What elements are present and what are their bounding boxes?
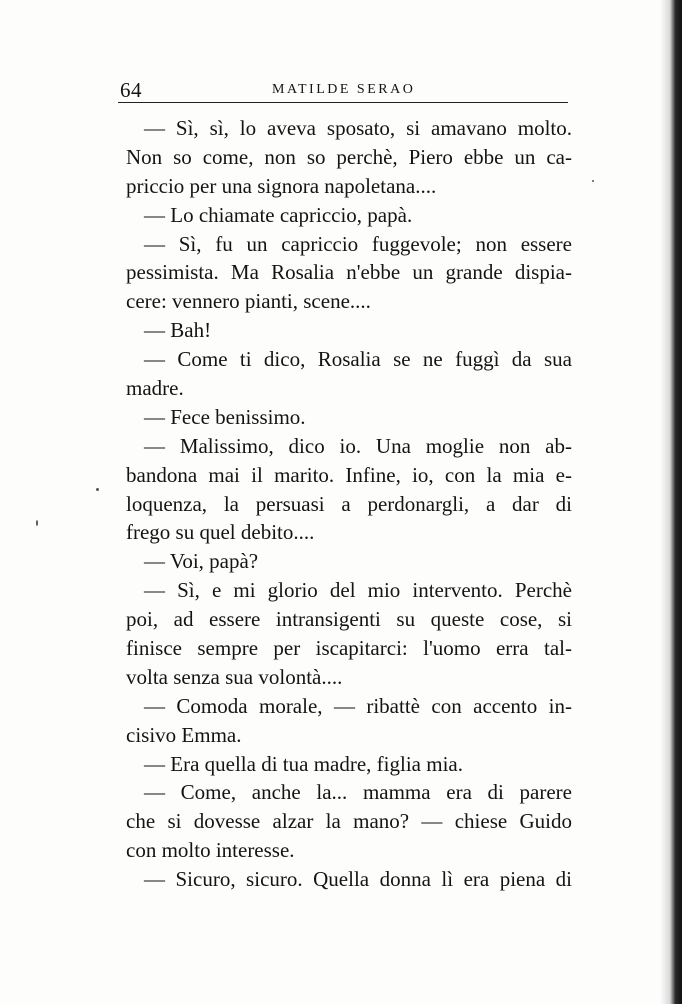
running-head: MATILDE SERAO — [272, 82, 416, 97]
text-line: con molto interesse. — [126, 838, 295, 863]
page-number: 64 — [120, 78, 142, 102]
body-text — [126, 114, 572, 894]
page-edge-shadow — [660, 0, 682, 1004]
text-line: loquenza, la persuasi a perdonargli, a dar di — [126, 491, 572, 516]
text-line: — Sì, e mi glorio del mio intervento. Perchè — [144, 578, 572, 603]
text-line: pessimista. Ma Rosalia n'ebbe un grande dispia- — [126, 260, 572, 285]
text-line: che si dovesse alzar la mano? — chiese Guido — [126, 809, 572, 834]
paper-speck — [96, 488, 99, 491]
text-line: cisivo Emma. — [126, 722, 242, 747]
text-line: priccio per una signora napoletana.... — [126, 173, 437, 198]
text-line: — Sicuro, sicuro. Quella donna lì era piena di — [144, 867, 572, 892]
text-line: volta senza sua volontà.... — [126, 664, 343, 689]
text-line: bandona mai il marito. Infine, io, con la mia e- — [126, 462, 572, 487]
text-line: — Era quella di tua madre, figlia mia. — [144, 751, 463, 776]
text-line: frego su quel debito.... — [126, 520, 315, 545]
text-line: poi, ad essere intransigenti su queste cose, si — [126, 607, 572, 632]
text-line: — Sì, fu un capriccio fuggevole; non essere — [144, 231, 572, 256]
page-header — [120, 74, 564, 100]
text-line: — Bah! — [144, 318, 212, 343]
text-line: finisce sempre per iscapitarci: l'uomo erra tal- — [126, 636, 572, 661]
text-line: — Lo chiamate capriccio, papà. — [144, 202, 413, 227]
header-rule — [118, 102, 568, 103]
text-line: — Voi, papà? — [144, 549, 259, 574]
text-line: — Come, anche la... mamma era di parere — [144, 780, 572, 805]
text-line: madre. — [126, 376, 184, 401]
text-line: — Malissimo, dico io. Una moglie non ab- — [144, 433, 572, 458]
text-line: Non so come, non so perchè, Piero ebbe un ca- — [126, 144, 572, 169]
text-line: — Comoda morale, — ribattè con accento in- — [144, 693, 572, 718]
paper-speck — [36, 520, 38, 526]
text-line: — Sì, sì, lo aveva sposato, si amavano molto. — [144, 116, 572, 140]
text-line: — Come ti dico, Rosalia se ne fuggì da sua — [144, 347, 572, 372]
paper-speck — [592, 180, 594, 182]
text-line: — Fece benissimo. — [144, 404, 306, 429]
text-line: cere: vennero pianti, scene.... — [126, 289, 371, 314]
